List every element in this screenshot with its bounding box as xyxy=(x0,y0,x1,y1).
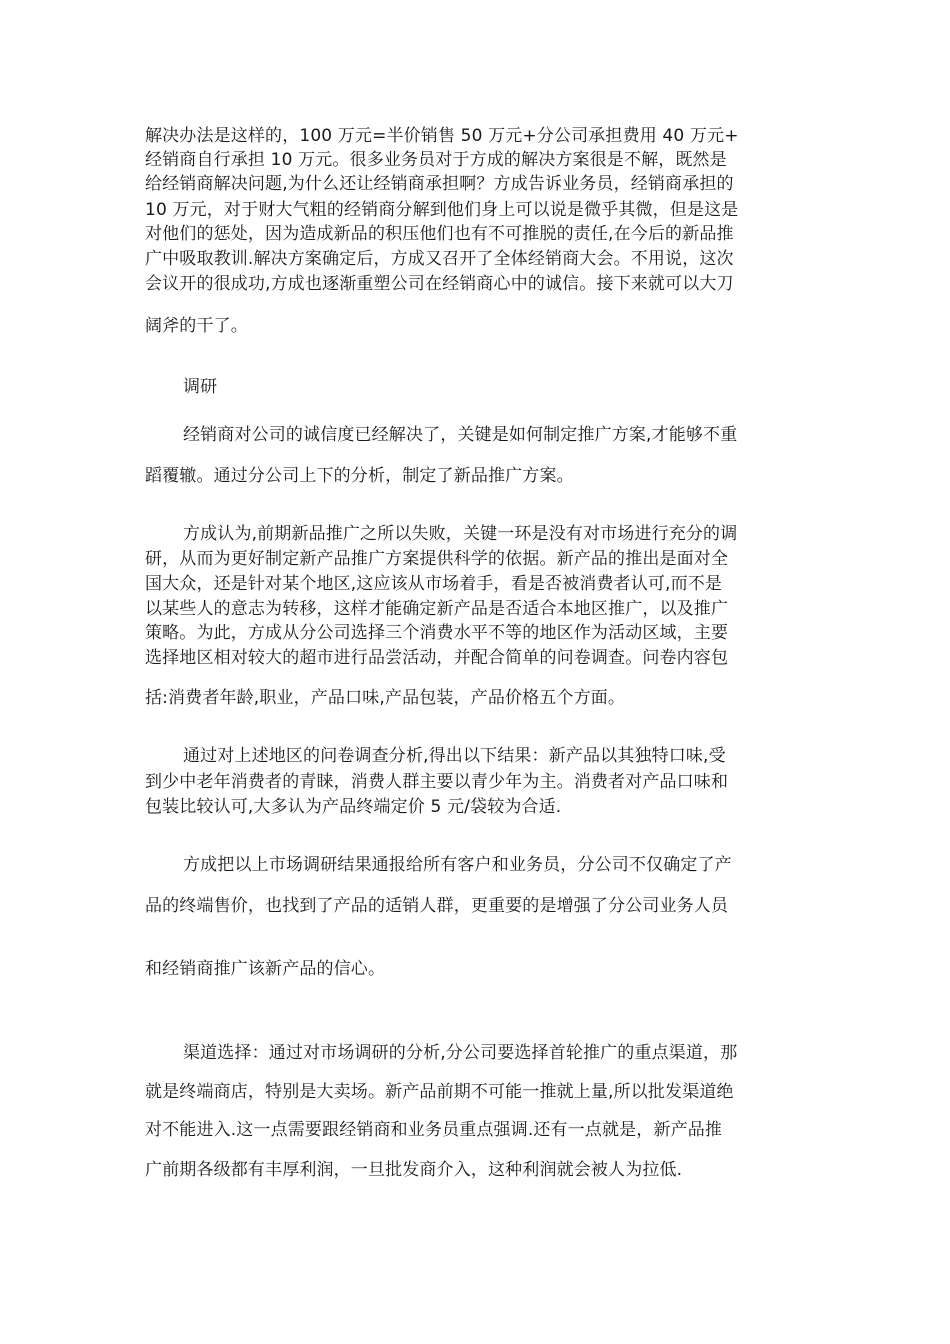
paragraph-line: 给经销商解决问题,为什么还让经销商承担啊？方成告诉业务员，经销商承担的 xyxy=(145,174,734,194)
paragraph-line: 就是终端商店，特别是大卖场。新产品前期不可能一推就上量,所以批发渠道绝 xyxy=(145,1082,734,1102)
paragraph-line: 方成认为,前期新品推广之所以失败，关键一环是没有对市场进行充分的调 xyxy=(183,524,738,544)
paragraph-line: 10 万元，对于财大气粗的经销商分解到他们身上可以说是微乎其微，但是这是 xyxy=(145,200,739,220)
paragraph-line: 经销商自行承担 10 万元。很多业务员对于方成的解决方案很是不解，既然是 xyxy=(145,150,727,170)
paragraph-line: 以某些人的意志为转移，这样才能确定新产品是否适合本地区推广，以及推广 xyxy=(145,599,729,619)
paragraph-line: 蹈覆辙。通过分公司上下的分析，制定了新品推广方案。 xyxy=(145,466,574,486)
paragraph-line: 策略。为此，方成从分公司选择三个消费水平不等的地区作为活动区域，主要 xyxy=(145,623,729,643)
paragraph-line: 通过对上述地区的问卷调查分析,得出以下结果：新产品以其独特口味,受 xyxy=(183,746,726,766)
paragraph-line: 对不能进入.这一点需要跟经销商和业务员重点强调.还有一点就是，新产品推 xyxy=(145,1120,723,1140)
paragraph-line: 对他们的惩处，因为造成新品的积压他们也有不可推脱的责任,在今后的新品推 xyxy=(145,224,734,244)
paragraph-line: 渠道选择：通过对市场调研的分析,分公司要选择首轮推广的重点渠道，那 xyxy=(183,1043,738,1063)
paragraph-line: 方成把以上市场调研结果通报给所有客户和业务员，分公司不仅确定了产 xyxy=(183,855,732,875)
section-heading: 调研 xyxy=(183,377,218,397)
paragraph-line: 到少中老年消费者的青睐，消费人群主要以青少年为主。消费者对产品口味和 xyxy=(145,772,729,792)
paragraph-line: 包装比较认可,大多认为产品终端定价 5 元/袋较为合适. xyxy=(145,797,562,817)
paragraph-line: 和经销商推广该新产品的信心。 xyxy=(145,959,386,979)
paragraph-line: 会议开的很成功,方成也逐渐重塑公司在经销商心中的诚信。接下来就可以大刀 xyxy=(145,274,734,294)
paragraph-line: 经销商对公司的诚信度已经解决了，关键是如何制定推广方案,才能够不重 xyxy=(183,425,738,445)
paragraph-line: 阔斧的干了。 xyxy=(145,316,248,336)
paragraph-line: 广中吸取教训.解决方案确定后，方成又召开了全体经销商大会。不用说，这次 xyxy=(145,249,734,269)
paragraph-line: 国大众，还是针对某个地区,这应该从市场着手，看是否被消费者认可,而不是 xyxy=(145,574,723,594)
paragraph-line: 广前期各级都有丰厚利润，一旦批发商介入，这种利润就会被人为拉低. xyxy=(145,1160,683,1180)
paragraph-line: 解决办法是这样的，100 万元=半价销售 50 万元+分公司承担费用 40 万元+ xyxy=(145,126,739,146)
paragraph-line: 品的终端售价，也找到了产品的适销人群，更重要的是增强了分公司业务人员 xyxy=(145,896,729,916)
paragraph-line: 括:消费者年龄,职业，产品口味,产品包装，产品价格五个方面。 xyxy=(145,688,626,708)
paragraph-line: 选择地区相对较大的超市进行品尝活动，并配合简单的问卷调查。问卷内容包 xyxy=(145,648,729,668)
paragraph-line: 研，从而为更好制定新产品推广方案提供科学的依据。新产品的推出是面对全 xyxy=(145,549,729,569)
